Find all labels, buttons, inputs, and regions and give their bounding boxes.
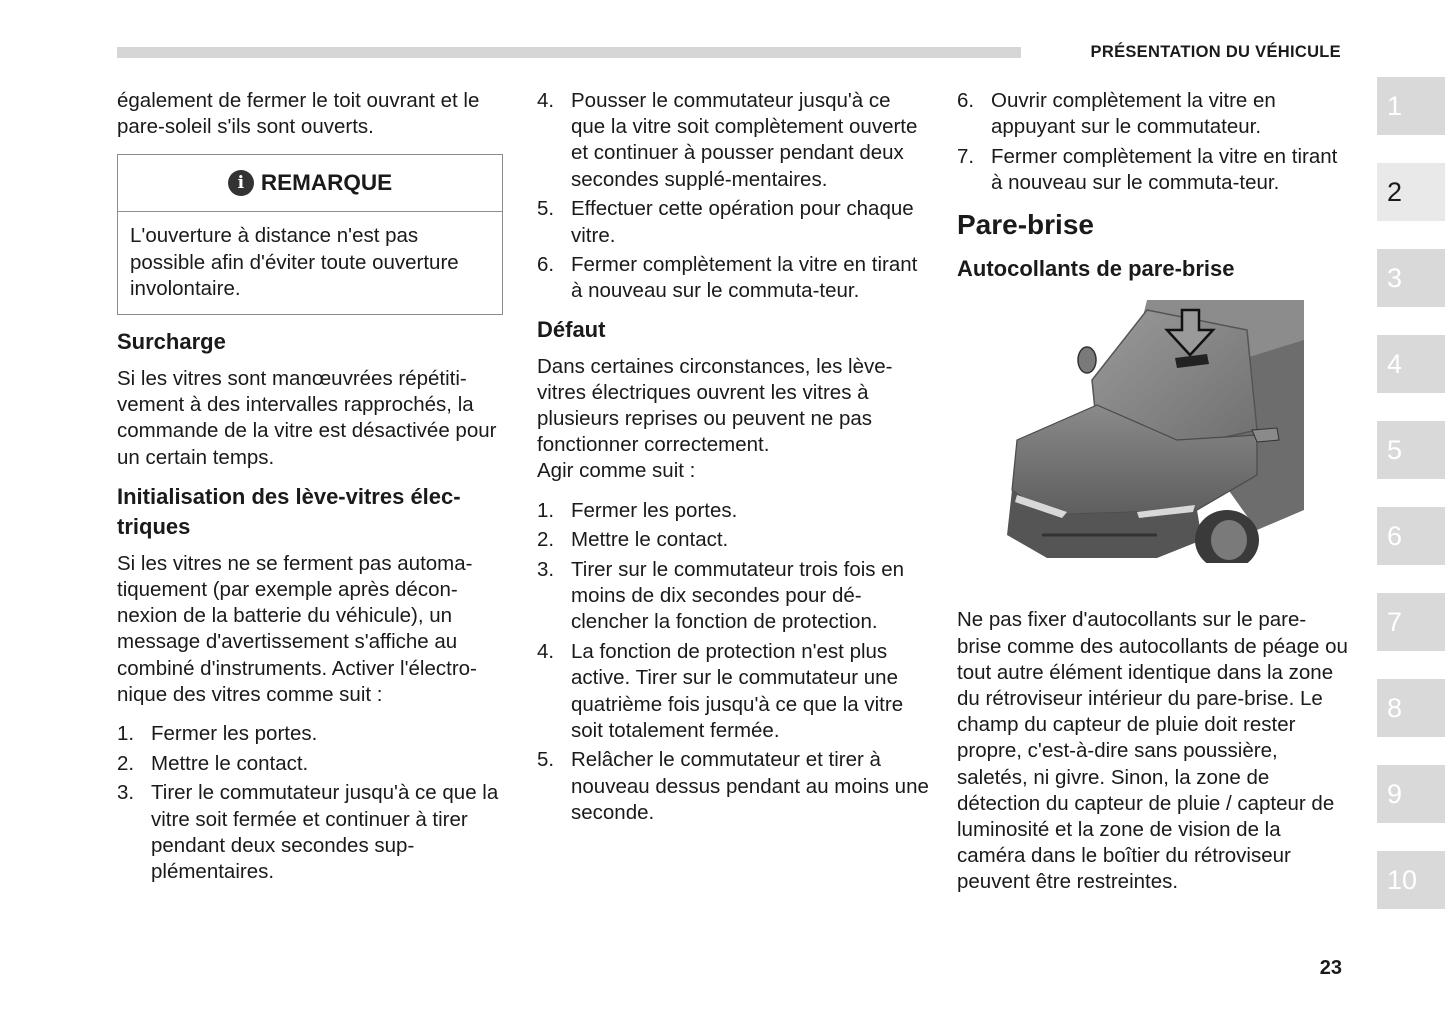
list-item: 5. Relâcher le commutateur et tirer à nouveau dessus pendant au moins une seconde.	[537, 748, 929, 824]
chapter-tab-9[interactable]: 9	[1377, 765, 1445, 823]
list-item: 7. Fermer complètement la vitre en tirant à nouveau sur le commuta-teur.	[957, 144, 1338, 195]
defaut-instruction: Agir comme suit :	[537, 459, 696, 483]
remark-box	[117, 154, 503, 315]
column-2	[537, 88, 929, 830]
defaut-paragraph: Dans certaines circonstances, les lève-vitres électriques ouvrent les vitres à plusieurs reprises ou peuvent ne pas fonctionner correctement.	[537, 354, 893, 457]
init-heading: Initialisation des lève-vitres élec-triques	[117, 483, 461, 539]
defaut-steps	[537, 498, 929, 826]
surcharge-paragraph: Si les vitres sont manœuvrées répétiti-vement à des intervalles rapprochés, la commande de la vitre est désactivée pour un certain temps.	[117, 367, 497, 469]
list-item: 1. Fermer les portes.	[117, 722, 318, 746]
column-3	[957, 88, 1349, 896]
defaut-heading: Défaut	[537, 316, 606, 342]
chapter-tab-10[interactable]: 10	[1377, 851, 1445, 909]
windshield-stickers-heading: Autocollants de pare-brise	[957, 256, 1235, 282]
chapter-tab-7[interactable]: 7	[1377, 593, 1445, 651]
chapter-tab-6[interactable]: 6	[1377, 507, 1445, 565]
info-icon: i	[228, 170, 254, 196]
list-item: 6. Ouvrir complètement la vitre en appuyant sur le commutateur.	[957, 89, 1276, 139]
remark-title: REMARQUE	[260, 170, 393, 196]
page-number: 23	[1319, 957, 1342, 979]
list-item: 3. Tirer le commutateur jusqu'à ce que la vitre soit fermée et continuer à tirer pendant deux secondes sup-plémentaires.	[117, 781, 499, 884]
section-title: Pare-brise	[957, 209, 1094, 241]
chapter-tab-1[interactable]: 1	[1377, 77, 1445, 135]
remark-body: L'ouverture à distance n'est pas possible afin d'éviter toute ouverture involontaire.	[130, 224, 459, 300]
surcharge-heading: Surcharge	[117, 329, 226, 355]
remark-header	[118, 155, 502, 212]
list-item: 3. Tirer sur le commutateur trois fois en moins de dix secondes pour dé-clencher la fonction de protection.	[537, 558, 905, 634]
init-steps	[117, 721, 507, 885]
list-item: 2. Mettre le contact.	[537, 528, 729, 552]
defaut-steps-continued	[957, 88, 1349, 196]
chapter-tab-5[interactable]: 5	[1377, 421, 1445, 479]
chapter-tab-8[interactable]: 8	[1377, 679, 1445, 737]
list-item: 1. Fermer les portes.	[537, 498, 738, 522]
car-windshield-illustration	[957, 300, 1304, 563]
chapter-title: PRÉSENTATION DU VÉHICULE	[1090, 43, 1341, 61]
init-steps-continued	[537, 88, 929, 305]
list-item: 4. La fonction de protection n'est plus active. Tirer sur le commutateur une quatrième fois jusqu'à ce que la vitre soit totalement fermée.	[537, 640, 904, 742]
chapter-tab-3[interactable]: 3	[1377, 249, 1445, 307]
chapter-tab-4[interactable]: 4	[1377, 335, 1445, 393]
list-item: 2. Mettre le contact.	[117, 751, 309, 775]
column-1	[117, 88, 507, 889]
list-item: 5. Effectuer cette opération pour chaque vitre.	[537, 197, 914, 247]
list-item: 4. Pousser le commutateur jusqu'à ce que la vitre soit complètement ouverte et continuer à pousser pendant deux secondes supplé-mentaires.	[537, 89, 918, 191]
intro-paragraph: également de fermer le toit ouvrant et le pare-soleil s'ils sont ouverts.	[117, 89, 480, 139]
init-paragraph: Si les vitres ne se ferment pas automa-tiquement (par exemple après décon-nexion de la batterie du véhicule), un message d'avertissement s'affiche au combiné d'instruments. Activer l'électro-nique des vitres comme suit :	[117, 551, 477, 706]
windshield-paragraph: Ne pas fixer d'autocollants sur le pare-brise comme des autocollants de péage ou tout autre élément identique dans la zone du rétroviseur intérieur du pare-brise. Le champ du capteur de pluie doit rester propre, c'est-à-dire sans poussière, saletés, ni givre. Sinon, la zone de détection du capteur de pluie / capteur de luminosité et la zone de vision de la caméra dans le boîtier du rétroviseur peuvent être restreintes.	[957, 608, 1348, 894]
list-item: 6. Fermer complètement la vitre en tirant à nouveau sur le commuta-teur.	[537, 253, 918, 303]
header-rule	[117, 47, 1021, 58]
chapter-tab-2[interactable]: 2	[1377, 163, 1445, 221]
